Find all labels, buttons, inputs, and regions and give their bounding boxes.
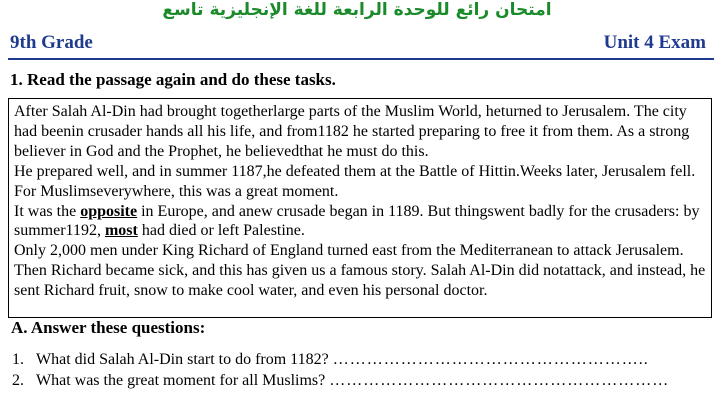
question-text: What was the great moment for all Muslims? — [36, 372, 326, 389]
passage-text: It was the — [14, 202, 77, 220]
answer-line[interactable]: …………………………………………………… — [329, 372, 670, 389]
question-item — [12, 372, 702, 393]
question-list — [12, 351, 702, 393]
passage-text: had died or left Palestine. — [137, 222, 305, 240]
unit-exam-label: Unit 4 Exam — [603, 32, 706, 53]
passage-paragraph-3 — [14, 202, 706, 242]
header-row — [10, 30, 706, 54]
question-item — [12, 351, 702, 372]
keyword-opposite: opposite — [80, 202, 138, 220]
arabic-exam-title: امتحان رائع للوحدة الرابعة للغة الإنجليزية تاسع — [162, 0, 552, 20]
passage-text: in Europe, and anew crusade began in 1189. But thingswent badly for the crusaders: by summer1192, — [14, 202, 700, 240]
grade-label: 9th Grade — [10, 32, 93, 53]
passage-paragraph-1: After Salah Al-Din had brought togetherlarge parts of the Muslim World, heturned to Jerusalem. The city had beenin crusader hands all his life, and from1182 he started preparing to free it from them. As a strong believer in God and the Prophet, he believedthat he must do this. — [14, 103, 690, 160]
answer-line[interactable]: ……………………………………………….. — [332, 351, 649, 368]
header-divider — [8, 58, 714, 60]
task-heading: 1. Read the passage again and do these tasks. — [10, 70, 336, 89]
question-text: What did Salah Al-Din start to do from 1182? — [36, 351, 329, 368]
section-a-heading: A. Answer these questions: — [11, 318, 206, 337]
question-number: 2. — [12, 372, 24, 389]
question-number: 1. — [12, 351, 24, 368]
passage-paragraph-2: He prepared well, and in summer 1187,he defeated them at the Battle of Hittin.Weeks later, Jerusalem fell. For Muslimseverywhere, this was a great moment. — [14, 162, 696, 200]
keyword-most: most — [104, 222, 138, 240]
passage-paragraph-4: Only 2,000 men under King Richard of England turned east from the Mediterranean to attack Jerusalem. Then Richard became sick, and this has given us a famous story. Salah Al-Din did notattack, and instead, he sent Richard fruit, snow to make cool water, and even his personal doctor. — [14, 242, 706, 300]
reading-passage — [8, 98, 712, 318]
